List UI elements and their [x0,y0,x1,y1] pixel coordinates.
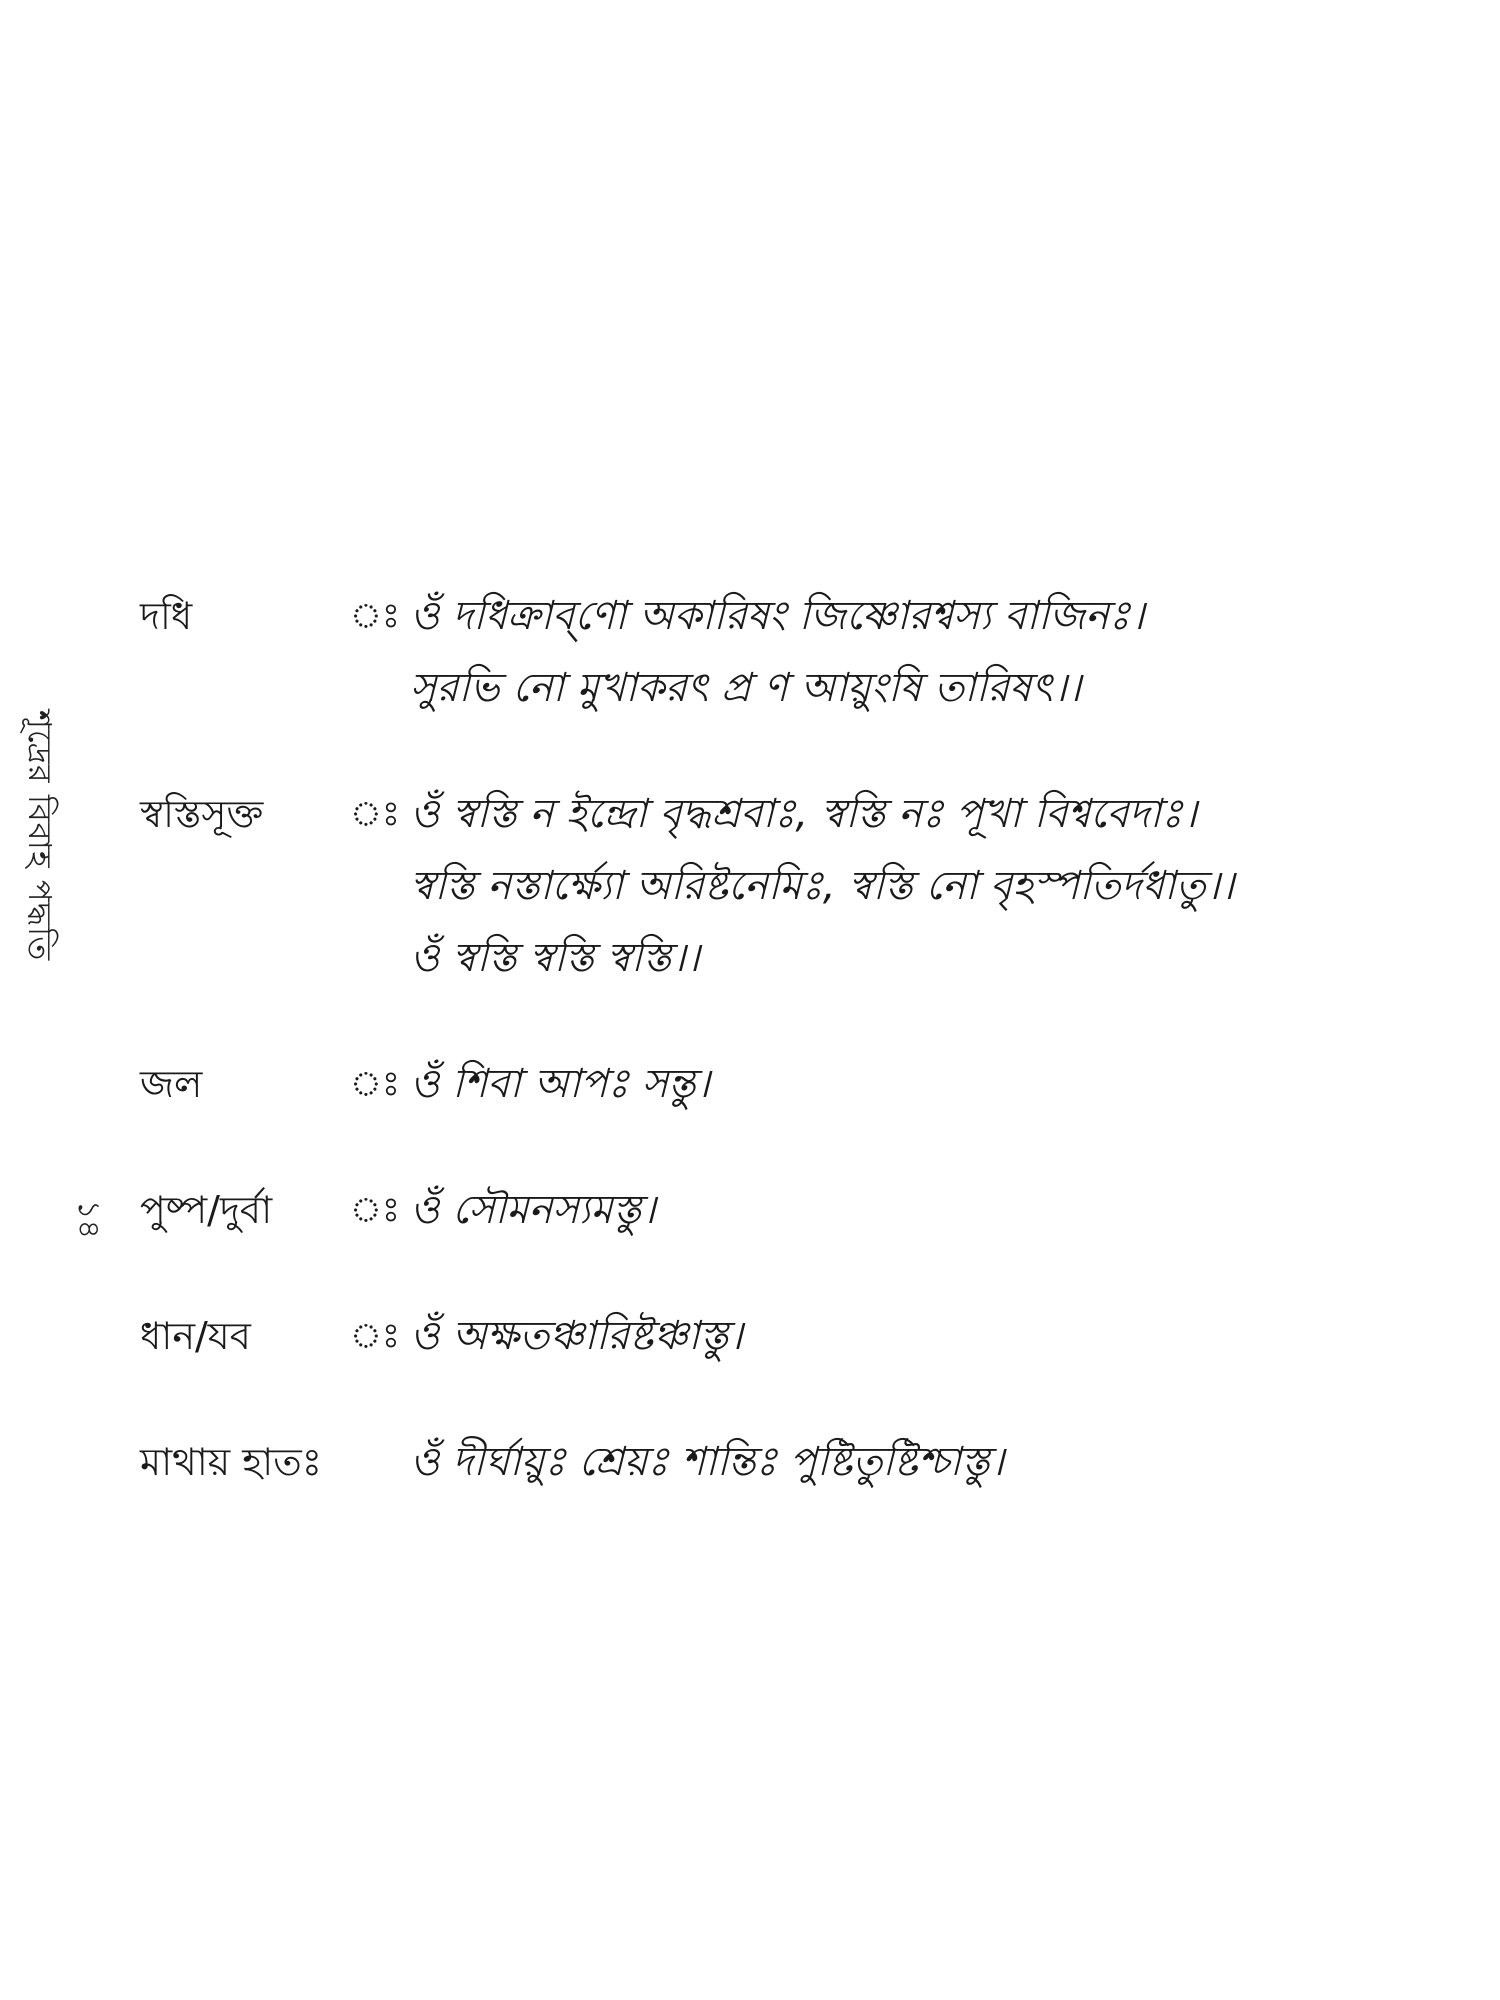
entry-verse [410,580,1470,724]
side-running-header [20,590,110,1239]
entry-label: স্বস্তিসূক্ত [140,792,264,836]
entry-label: দধি [140,594,193,638]
verse-line: ওঁ দধিক্রাব্‌ণো অকারিষং জিষ্ণোরশ্বস্য বাজিনঃ। [410,593,1145,639]
entry-separator: ঃ [350,1064,400,1104]
page-number: ১৪ [70,1200,106,1239]
verse-line: স্বস্তি নস্তার্ক্ষ্যো অরিষ্টনেমিঃ, স্বস্তি নো বৃহস্পতির্দধাতু।। [410,863,1235,909]
entry-verse [410,1426,1470,1498]
verse-line: ওঁ স্বস্তি ন ইন্দ্রো বৃদ্ধশ্রবাঃ, স্বস্তি নঃ পূখা বিশ্ববেদাঃ। [410,791,1197,837]
verse-line: ওঁ সৌমনস্যমস্তু। [410,1187,656,1233]
verse-line: ওঁ দীর্ঘায়ুঃ শ্রেয়ঃ শান্তিঃ পুষ্টিতুষ্টিশ্চাস্তু। [410,1439,1005,1485]
mantra-entry-swastisukta [140,778,1470,994]
entry-label: পুষ্প/দুর্বা [140,1188,273,1232]
mantra-entry-jal [140,1048,1470,1120]
mantra-entry-pushpa-durba [140,1174,1470,1246]
entry-verse [410,778,1470,994]
verse-line: ওঁ স্বস্তি স্বস্তি স্বস্তি।। [410,935,700,981]
verse-line: ওঁ শিবা আপঃ সন্তু। [410,1061,710,1107]
entry-separator: ঃ [350,1316,400,1356]
mantra-entry-mathay-hat [140,1426,1470,1498]
entry-verse [410,1300,1470,1372]
verse-line: সুরভি নো মুখাকরৎ প্র ণ আয়ুংষি তারিষৎ।। [410,665,1082,711]
entry-separator: ঃ [350,596,400,636]
entry-separator: ঃ [350,794,400,834]
mantra-entry-dhan-jab [140,1300,1470,1372]
entry-verse [410,1048,1470,1120]
entry-verse [410,1174,1470,1246]
entry-separator: ঃ [350,1190,400,1230]
mantra-entry-dadhi [140,580,1470,724]
mantra-list [140,580,1470,1552]
entry-label: জল [140,1062,203,1106]
entry-label: ধান/যব [140,1314,251,1358]
running-title: শূদ্রের বিবাহ পদ্ধতি [21,710,59,962]
verse-line: ওঁ অক্ষতঞ্চারিষ্টঞ্চাস্তু। [410,1313,743,1359]
entry-label: মাথায় হাতঃ [140,1440,322,1484]
